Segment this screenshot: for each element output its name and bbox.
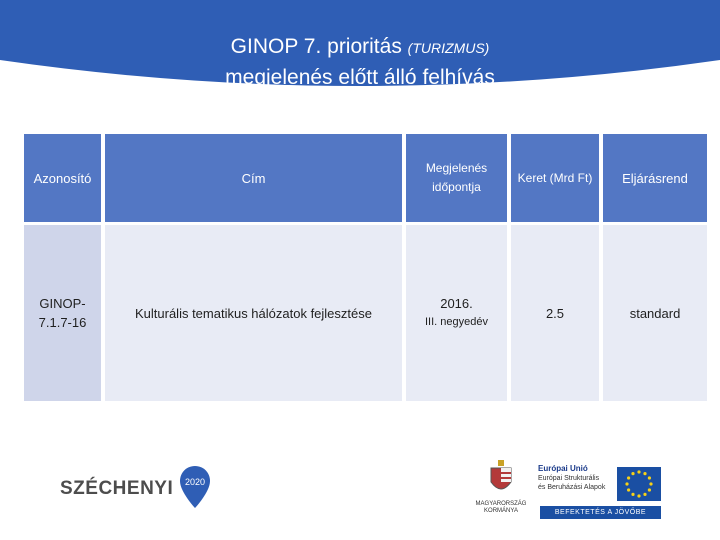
cell-eljarasrend: standard (603, 225, 707, 401)
megjelenes-year: 2016. (440, 296, 473, 311)
header-eljarasrend: Eljárásrend (603, 134, 707, 222)
header-cim: Cím (105, 134, 402, 222)
szechenyi-pin-icon (178, 464, 212, 510)
cell-keret: 2.5 (511, 225, 599, 401)
coat-of-arms-icon (489, 460, 513, 496)
eu-line1: Európai Strukturális (538, 475, 600, 482)
eu-flag-icon (617, 467, 661, 501)
coat-line1: MAGYARORSZÁG (475, 501, 527, 507)
szechenyi-logo (60, 464, 212, 510)
government-logo (470, 460, 532, 515)
eu-line2: és Beruházási Alapok (538, 484, 606, 491)
eu-slogan-bar: BEFEKTETÉS A JÖVŐBE (540, 506, 661, 519)
megjelenes-quarter: III. negyedév (425, 316, 488, 328)
header-azonosito: Azonosító (24, 134, 101, 222)
azonosito-value: GINOP-7.1.7-16 (38, 296, 87, 330)
szechenyi-year: 2020 (184, 477, 205, 487)
eu-title: Európai Unió (538, 464, 588, 473)
cell-cim: Kulturális tematikus hálózatok fejlesztése (105, 225, 402, 401)
title-line2: megjelenés előtt álló felhívás (225, 66, 495, 89)
header-keret: Keret (Mrd Ft) (511, 134, 599, 222)
page-title (0, 32, 720, 93)
cell-megjelenes (406, 225, 507, 401)
title-subtitle: (TURIZMUS) (407, 40, 490, 56)
szechenyi-text: SZÉCHENYI (60, 478, 174, 499)
header-megjelenes: Megjelenés időpontja (406, 134, 507, 222)
coat-line2: KORMÁNYA (484, 508, 518, 514)
title-prefix: GINOP 7. prioritás (230, 35, 408, 58)
call-table (24, 134, 707, 401)
title-banner (0, 0, 720, 96)
cell-azonosito (24, 225, 101, 401)
